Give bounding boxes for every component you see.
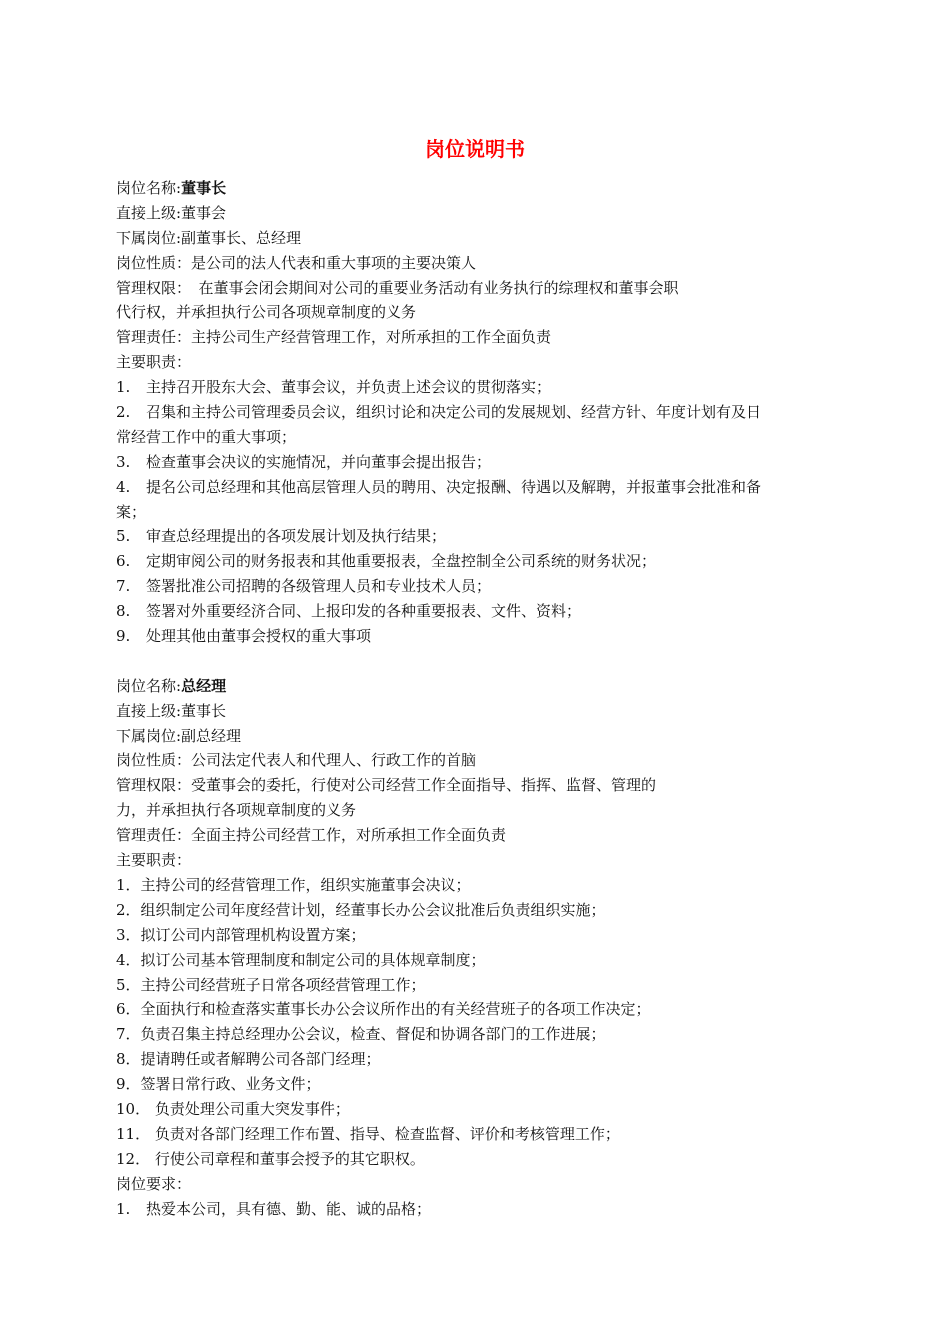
s1-superior: 直接上级:董事会 — [116, 203, 227, 222]
s2-requirement-1: 1. 热爱本公司，具有德、勤、能、诚的品格； — [116, 1199, 432, 1218]
s1-subordinate: 下属岗位:副董事长、总经理 — [116, 228, 302, 247]
s1-authority-line1: 管理权限： 在董事会闭会期间对公司的重要业务活动有业务执行的综理权和董事会职 — [116, 278, 679, 297]
s1-duties-label: 主要职责： — [116, 353, 192, 372]
s1-duty-8: 8. 签署对外重要经济合同、上报印发的各种重要报表、文件、资料； — [116, 602, 582, 621]
s2-superior: 直接上级:董事长 — [116, 701, 227, 720]
s1-duty-3: 3. 检查董事会决议的实施情况，并向董事会提出报告； — [116, 452, 492, 471]
s1-position-name — [116, 176, 836, 201]
document-body — [116, 176, 836, 1221]
s2-duty-11: 11． 负责对各部门经理工作布置、指导、检查监督、评价和考核管理工作； — [116, 1124, 620, 1143]
s2-authority-line2: 力，并承担执行各项规章制度的义务 — [116, 801, 357, 820]
s1-name-value: 董事长 — [181, 179, 227, 197]
s2-responsibility: 管理责任：全面主持公司经营工作，对所承担工作全面负责 — [116, 826, 507, 845]
s2-duty-9: 9．签署日常行政、业务文件； — [116, 1075, 321, 1094]
section-gap — [116, 649, 836, 674]
s2-position-name — [116, 674, 836, 699]
s2-duty-5: 5．主持公司经营班子日常各项经营管理工作； — [116, 975, 426, 994]
s2-duty-7: 7．负责召集主持总经理办公会议，检查、督促和协调各部门的工作进展； — [116, 1025, 606, 1044]
s1-duty-5: 5. 审查总经理提出的各项发展计划及执行结果； — [116, 527, 447, 546]
s1-duty-4-line1: 4. 提名公司总经理和其他高层管理人员的聘用、决定报酬、待遇以及解聘，并报董事会批准和备 — [116, 477, 762, 496]
s1-responsibility: 管理责任：主持公司生产经营管理工作，对所承担的工作全面负责 — [116, 328, 552, 347]
s1-duty-6: 6. 定期审阅公司的财务报表和其他重要报表，全盘控制全公司系统的财务状况； — [116, 552, 657, 571]
s2-requirements-label: 岗位要求： — [116, 1174, 192, 1193]
s2-duty-2: 2．组织制定公司年度经营计划，经董事长办公会议批准后负责组织实施； — [116, 900, 606, 919]
s1-duty-4-line2: 案； — [116, 502, 147, 521]
s1-authority-line2: 代行权，并承担执行公司各项规章制度的义务 — [116, 303, 417, 322]
s2-name-label: 岗位名称: — [116, 676, 182, 695]
s2-duty-1: 1．主持公司的经营管理工作，组织实施董事会决议； — [116, 875, 471, 894]
s2-authority-line1: 管理权限：受董事会的委托，行使对公司经营工作全面指导、指挥、监督、管理的 — [116, 776, 657, 795]
s1-duty-2-line2: 常经营工作中的重大事项； — [116, 427, 297, 446]
s1-nature: 岗位性质：是公司的法人代表和重大事项的主要决策人 — [116, 253, 477, 272]
s2-duty-4: 4．拟订公司基本管理制度和制定公司的具体规章制度； — [116, 950, 486, 969]
s1-duty-2-line1: 2. 召集和主持公司管理委员会议，组织讨论和决定公司的发展规划、经营方针、年度计划有及日 — [116, 403, 762, 422]
s2-duty-3: 3．拟订公司内部管理机构设置方案； — [116, 925, 366, 944]
s2-duty-12: 12． 行使公司章程和董事会授予的其它职权。 — [116, 1149, 425, 1168]
s1-name-label: 岗位名称: — [116, 179, 182, 197]
s2-duty-8: 8．提请聘任或者解聘公司各部门经理； — [116, 1050, 381, 1069]
s2-subordinate: 下属岗位:副总经理 — [116, 726, 242, 745]
s2-duties-label: 主要职责： — [116, 851, 192, 870]
s1-duty-7: 7. 签署批准公司招聘的各级管理人员和专业技术人员； — [116, 577, 492, 596]
s2-duty-10: 10． 负责处理公司重大突发事件； — [116, 1099, 350, 1118]
document-title: 岗位说明书 — [425, 137, 525, 161]
s1-duty-1: 1. 主持召开股东大会、董事会议，并负责上述会议的贯彻落实； — [116, 378, 552, 397]
s2-nature: 岗位性质：公司法定代表人和代理人、行政工作的首脑 — [116, 751, 477, 770]
s1-duty-9: 9. 处理其他由董事会授权的重大事项 — [116, 627, 372, 646]
s2-name-value: 总经理 — [181, 676, 227, 695]
s2-duty-6: 6．全面执行和检查落实董事长办公会议所作出的有关经营班子的各项工作决定； — [116, 1000, 651, 1019]
